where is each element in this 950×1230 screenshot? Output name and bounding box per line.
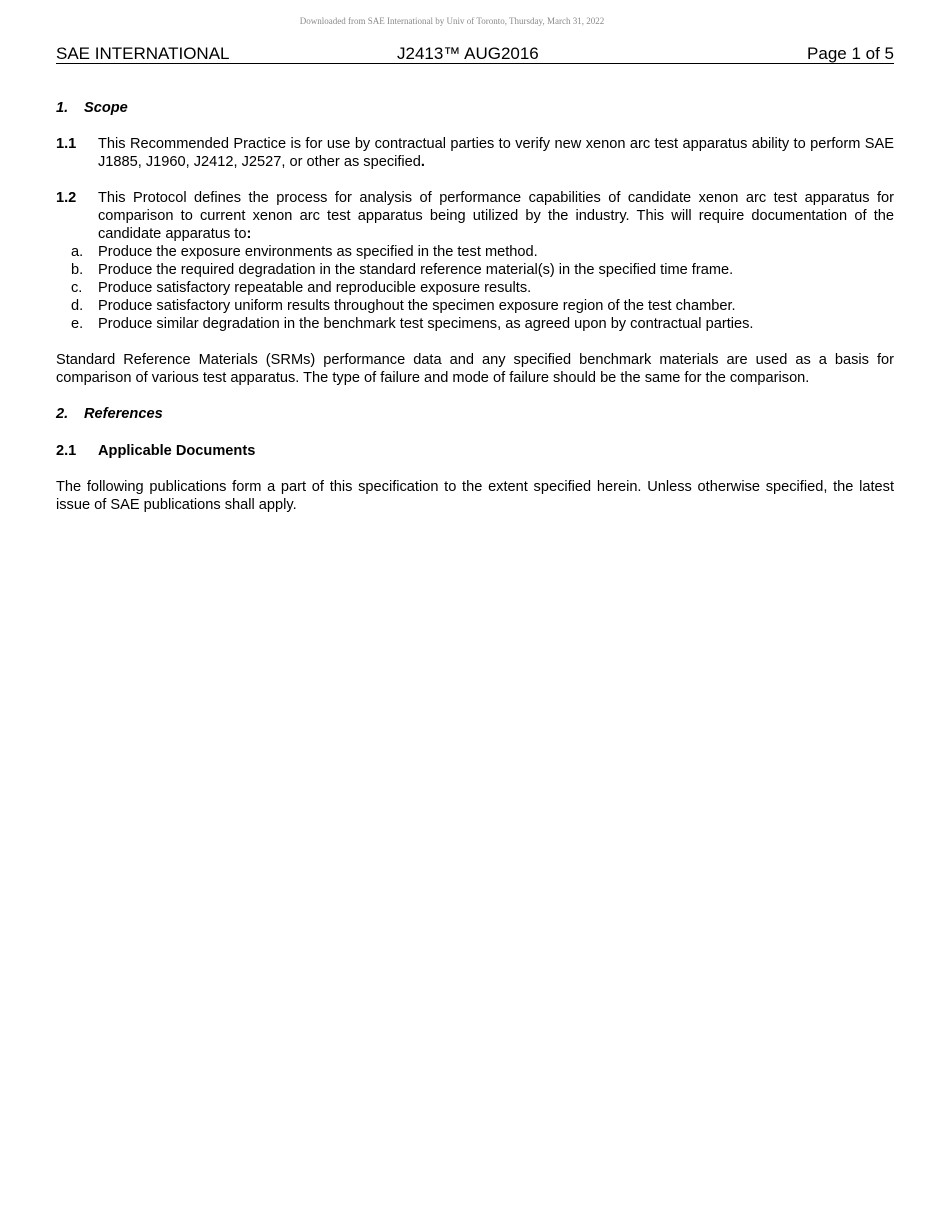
list-item-letter: b.	[71, 262, 84, 278]
section-2-number: 2.	[56, 406, 69, 422]
requirements-list	[56, 243, 894, 333]
paragraph-1-2-text: This Protocol defines the process for analysis of performance capabilities of candidate xenon arc test apparatus for comparison to current xenon arc test apparatus being utilized by the industry. This will require documentation of the candidate apparatus to	[98, 190, 894, 242]
paragraph-1-2	[56, 189, 894, 243]
download-watermark: Downloaded from SAE International by Univ of Toronto, Thursday, March 31, 2022	[299, 16, 605, 26]
paragraph-1-2-number: 1.2	[56, 190, 77, 206]
list-item-letter: e.	[71, 316, 84, 332]
list-item	[56, 279, 894, 297]
list-item-text: Produce the exposure environments as specified in the test method.	[98, 244, 538, 260]
list-item-text: Produce satisfactory uniform results throughout the specimen exposure region of the test chamber.	[98, 298, 736, 314]
header-document-id: J2413™ AUG2016	[397, 44, 539, 63]
paragraph-1-1-text: This Recommended Practice is for use by contractual parties to verify new xenon arc test apparatus ability to perform SAE J1885, J1960, J2412, J2527, or other as specified	[98, 136, 894, 170]
paragraph-1-1	[56, 135, 894, 171]
subsection-2-1-number: 2.1	[56, 443, 77, 459]
section-1-heading	[56, 99, 894, 117]
paragraph-1-1-period: .	[420, 154, 425, 170]
paragraph-1-1-number: 1.1	[56, 136, 77, 152]
list-item	[56, 315, 894, 333]
paragraph-1-2-colon: :	[246, 226, 252, 242]
applicable-documents-paragraph: The following publications form a part of this specification to the extent specified herein. Unless otherwise specified, the latest issue of SAE publications shall apply.	[56, 479, 894, 513]
list-item-text: Produce the required degradation in the standard reference material(s) in the specified time frame.	[98, 262, 734, 278]
section-2-title: References	[84, 406, 163, 422]
list-item	[56, 243, 894, 261]
list-item-text: Produce satisfactory repeatable and reproducible exposure results.	[98, 280, 532, 296]
subsection-2-1-title: Applicable Documents	[98, 443, 256, 459]
srm-paragraph: Standard Reference Materials (SRMs) performance data and any specified benchmark materials are used as a basis for comparison of various test apparatus. The type of failure and mode of failure should be the same for the comparison.	[56, 352, 894, 386]
document-page	[56, 44, 894, 514]
section-2-heading	[56, 405, 894, 423]
header-page-number: Page 1 of 5	[807, 44, 894, 63]
list-item-letter: d.	[71, 298, 84, 314]
page-header	[56, 44, 894, 64]
section-1-title: Scope	[84, 100, 128, 116]
list-item-text: Produce similar degradation in the benchmark test specimens, as agreed upon by contractual parties.	[98, 316, 754, 332]
list-item-letter: a.	[71, 244, 84, 260]
list-item	[56, 261, 894, 279]
header-organization: SAE INTERNATIONAL	[56, 44, 230, 63]
subsection-2-1-heading	[56, 442, 894, 460]
list-item	[56, 297, 894, 315]
section-1-number: 1.	[56, 100, 69, 116]
list-item-letter: c.	[71, 280, 83, 296]
